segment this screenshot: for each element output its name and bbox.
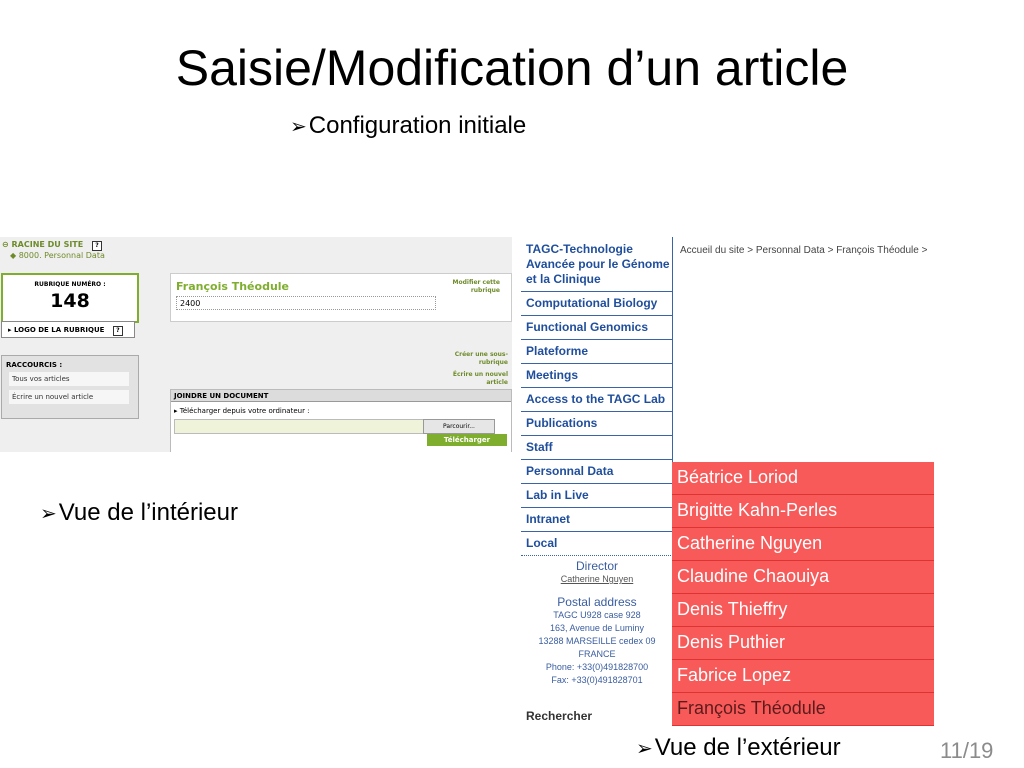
person-item[interactable]: Claudine Chaouiya [672, 561, 934, 594]
shortcut-all-articles[interactable]: Tous vos articles [9, 372, 129, 386]
bullet-inside [40, 499, 238, 528]
address-line: 13288 MARSEILLE cedex 09 [538, 636, 656, 646]
article-value-field[interactable]: 2400 [176, 296, 436, 310]
admin-screenshot [0, 237, 512, 452]
person-item[interactable]: Brigitte Kahn-Perles [672, 495, 934, 528]
site-screenshot [521, 237, 951, 732]
help-icon[interactable]: ? [113, 326, 123, 336]
nav-item-lab-in-live[interactable]: Lab in Live [521, 484, 673, 508]
nav-item-publications[interactable]: Publications [521, 412, 673, 436]
section-path-label: 8000. Personnal Data [18, 251, 105, 260]
person-item[interactable]: Fabrice Lopez [672, 660, 934, 693]
logo-rubrique-label: ▸ LOGO DE LA RUBRIQUE [8, 326, 105, 334]
person-item-current[interactable]: François Théodule [672, 693, 934, 726]
contact-block [521, 560, 673, 687]
page-number: 11/19 [940, 738, 994, 763]
bullet-outside-text: Vue de l’extérieur [654, 734, 841, 761]
bullet-inside-text: Vue de l’intérieur [58, 499, 238, 526]
upload-button[interactable]: Télécharger [427, 434, 507, 446]
address-line: FRANCE [578, 649, 616, 659]
root-icon: ⊖ [2, 240, 9, 249]
address-line: 163, Avenue de Luminy [550, 623, 644, 633]
nav-item-local[interactable]: Local [521, 532, 673, 556]
search-label[interactable]: Rechercher [526, 709, 593, 723]
person-item[interactable]: Béatrice Loriod [672, 462, 934, 495]
new-article-link[interactable]: Écrire un nouvel article [452, 371, 508, 386]
arrow-bullet-icon: ➢ [40, 503, 57, 525]
director-name-link[interactable]: Catherine Nguyen [560, 574, 634, 584]
nav-item-functional-genomics[interactable]: Functional Genomics [521, 316, 673, 340]
person-item[interactable]: Denis Thieffry [672, 594, 934, 627]
shortcut-new-article[interactable]: Écrire un nouvel article [9, 390, 129, 404]
address-line: TAGC U928 case 928 [553, 610, 641, 620]
nav-item-staff[interactable]: Staff [521, 436, 673, 460]
section-path[interactable] [10, 251, 105, 260]
breadcrumb[interactable]: Accueil du site > Personnal Data > François Théodule > [680, 245, 928, 256]
slide-title: Saisie/Modification d’un article [175, 40, 849, 96]
arrow-bullet-icon: ➢ [290, 116, 307, 138]
nav-item-intranet[interactable]: Intranet [521, 508, 673, 532]
nav-item-plateforme[interactable]: Plateforme [521, 340, 673, 364]
director-label: Director [575, 559, 618, 573]
bullet-outside [636, 734, 841, 763]
nav-item-tagc[interactable]: TAGC-Technologie Avancée pour le Génome et la Clinique [521, 237, 673, 292]
arrow-bullet-icon: ➢ [636, 738, 653, 760]
download-label: ▸ Télécharger depuis votre ordinateur : [174, 407, 310, 415]
rubrique-label: RUBRIQUE NUMÉRO : [34, 281, 106, 288]
phone-line: Phone: +33(0)491828700 [545, 662, 649, 672]
postal-label: Postal address [557, 595, 637, 609]
join-document-header: JOINDRE UN DOCUMENT [171, 390, 511, 402]
article-title: François Théodule [176, 280, 290, 293]
person-item[interactable]: Catherine Nguyen [672, 528, 934, 561]
person-item[interactable]: Denis Puthier [672, 627, 934, 660]
folder-icon: ◆ [10, 251, 17, 260]
nav-item-computational-biology[interactable]: Computational Biology [521, 292, 673, 316]
join-document-panel [170, 389, 512, 452]
bullet-config-text: Configuration initiale [308, 112, 527, 139]
modify-rubrique-link[interactable]: Modifier cette rubrique [452, 279, 500, 294]
create-subrubrique-link[interactable]: Créer une sous-rubrique [454, 351, 508, 366]
help-icon[interactable]: ? [92, 241, 102, 251]
browse-button[interactable]: Parcourir... [423, 419, 495, 434]
file-input[interactable] [174, 419, 444, 434]
nav-item-access[interactable]: Access to the TAGC Lab [521, 388, 673, 412]
nav-item-personnal-data[interactable]: Personnal Data [521, 460, 673, 484]
rubrique-number-box [1, 273, 139, 323]
nav-item-meetings[interactable]: Meetings [521, 364, 673, 388]
shortcuts-panel [1, 355, 139, 419]
site-root-link[interactable] [2, 240, 102, 251]
bullet-config [290, 112, 526, 141]
fax-line: Fax: +33(0)491828701 [551, 675, 643, 685]
shortcuts-header: RACCOURCIS : [6, 361, 63, 369]
site-root-label: RACINE DU SITE [11, 240, 84, 249]
rubrique-number: 148 [50, 290, 90, 312]
logo-rubrique-button[interactable] [1, 321, 135, 338]
